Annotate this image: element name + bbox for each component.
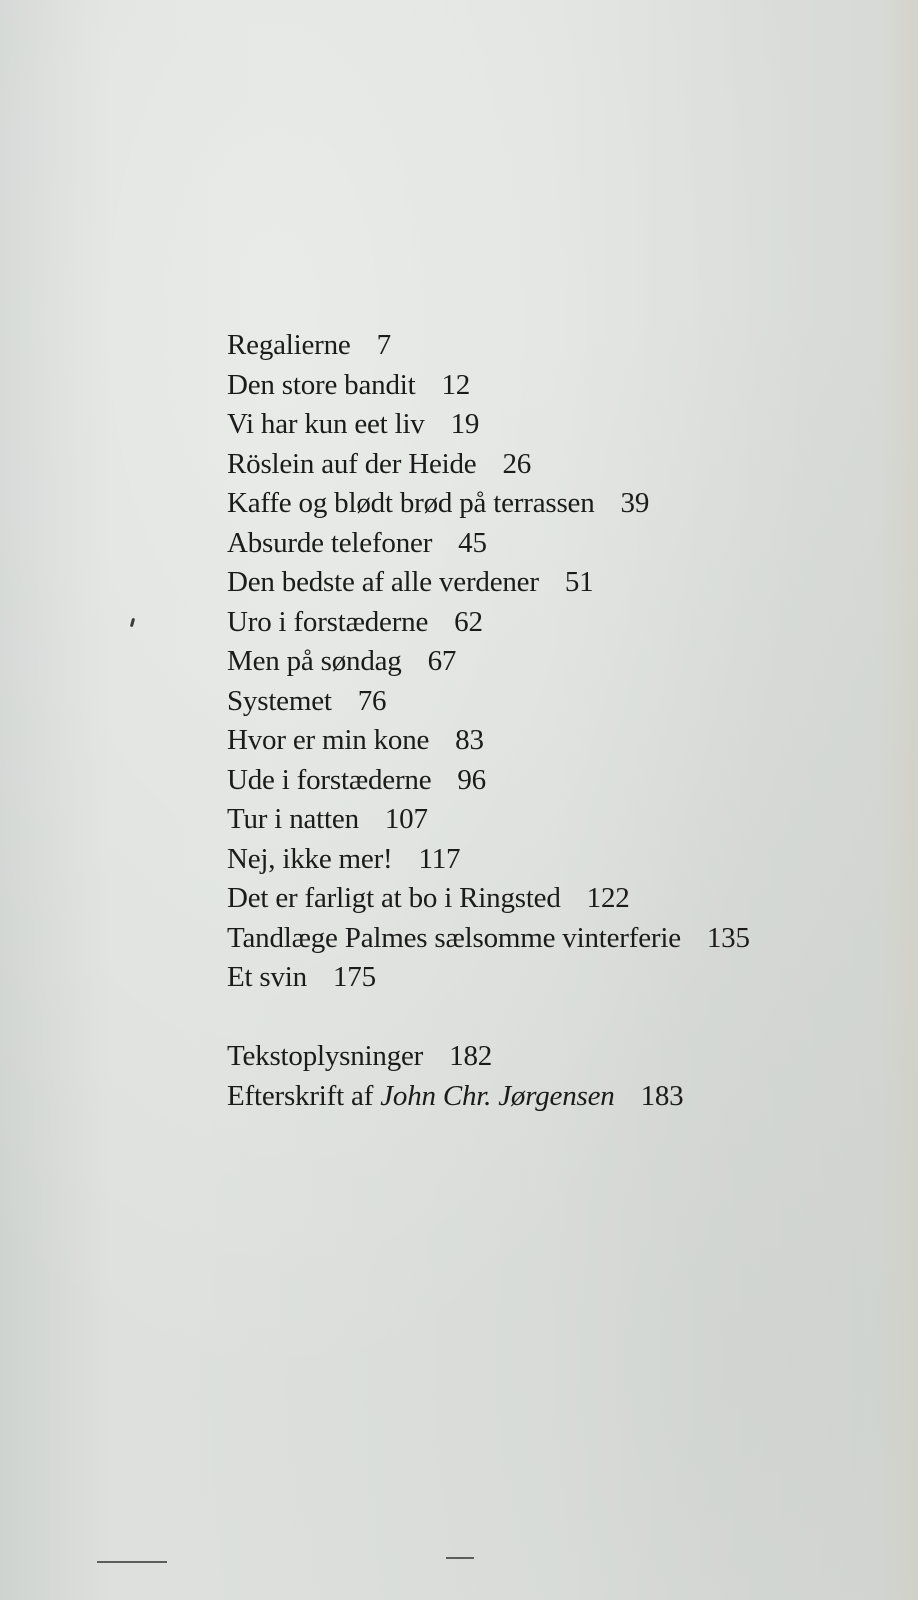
toc-entry	[227, 484, 750, 524]
toc-entry	[227, 524, 750, 564]
toc-page-number: 7	[376, 329, 391, 361]
toc-title: Kaffe og blødt brød på terrassen	[227, 487, 595, 519]
toc-entry	[227, 682, 750, 722]
toc-entry	[227, 721, 750, 761]
toc-page-number: 182	[449, 1040, 493, 1072]
toc-title: Tur i natten	[227, 803, 359, 835]
toc-appendix-entry	[227, 1077, 750, 1117]
toc-page-number: 12	[441, 368, 471, 401]
toc-page-number: 122	[586, 882, 630, 914]
toc-entry	[227, 405, 750, 445]
toc-entry	[227, 800, 750, 840]
toc-title: Men på søndag	[227, 645, 402, 677]
toc-entry	[227, 761, 750, 801]
toc-title: Det er farligt at bo i Ringsted	[227, 882, 561, 914]
toc-page-number: 45	[458, 526, 487, 559]
toc-page-number: 62	[454, 605, 483, 638]
toc-page-number: 83	[455, 724, 484, 756]
toc-page-number: 51	[564, 566, 594, 598]
bottom-left-rule	[97, 1561, 167, 1563]
toc-title: Vi har kun eet liv	[227, 408, 425, 440]
toc-entry	[227, 958, 750, 998]
toc-section-gap	[227, 998, 750, 1038]
toc-title: Röslein auf der Heide	[227, 447, 477, 480]
toc-page-number: 19	[450, 408, 480, 440]
toc-title: Tandlæge Palmes sælsomme vinterferie	[227, 921, 681, 954]
toc-entry	[227, 326, 750, 366]
toc-page-number: 135	[706, 921, 750, 954]
toc-appendix-entry	[227, 1037, 750, 1077]
toc-page-number: 96	[457, 763, 486, 796]
toc-title: Tekstoplysninger	[227, 1040, 424, 1072]
toc-entry	[227, 603, 750, 643]
toc-page-number: 39	[620, 487, 650, 519]
toc-page-number: 183	[640, 1079, 684, 1112]
toc-entry	[227, 840, 750, 880]
toc-title: Hvor er min kone	[227, 724, 430, 756]
toc-title: Uro i forstæderne	[227, 605, 429, 638]
toc-author: John Chr. Jørgensen	[380, 1079, 615, 1112]
toc-entry	[227, 879, 750, 919]
toc-title: Nej, ikke mer!	[227, 842, 393, 875]
ink-speck	[130, 618, 135, 627]
page-edge-shadow	[878, 0, 918, 1600]
toc-title: Regalierne	[227, 329, 351, 361]
toc-entry	[227, 642, 750, 682]
toc-page-number: 175	[332, 961, 376, 993]
toc-title: Systemet	[227, 684, 332, 717]
toc-page-number: 76	[357, 684, 387, 717]
toc-title: Den bedste af alle verdener	[227, 566, 539, 598]
bottom-center-rule	[446, 1557, 474, 1559]
toc-entry	[227, 919, 750, 959]
toc-title: Den store bandit	[227, 368, 416, 401]
table-of-contents	[227, 326, 750, 1116]
toc-entry	[227, 366, 750, 406]
toc-title: Ude i forstæderne	[227, 763, 432, 796]
toc-page-number: 107	[384, 803, 428, 835]
toc-entry	[227, 563, 750, 603]
toc-title: Efterskrift af	[227, 1079, 374, 1112]
toc-title: Et svin	[227, 961, 307, 993]
toc-entry	[227, 445, 750, 485]
toc-page-number: 26	[502, 447, 532, 480]
toc-page-number: 67	[427, 645, 457, 677]
toc-page-number: 117	[418, 842, 461, 875]
toc-title: Absurde telefoner	[227, 526, 433, 559]
